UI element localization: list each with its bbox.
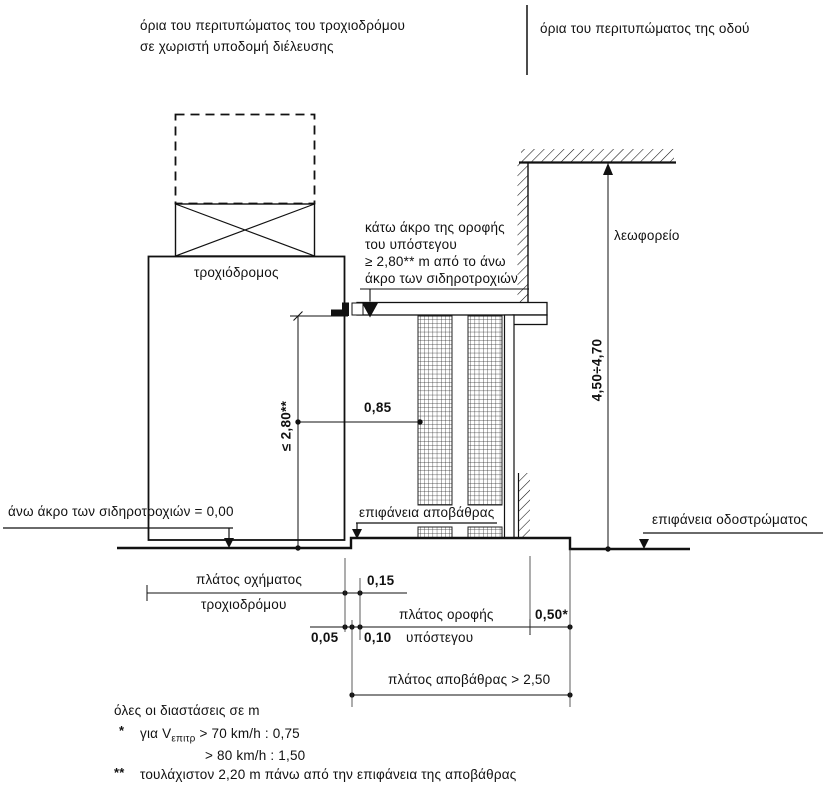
rail-datum-label: άνω άκρο των σιδηροτροχιών = 0,00 <box>8 504 234 519</box>
road-envelope-wall-upper <box>518 162 529 303</box>
dim-0-10: 0,10 <box>364 630 392 645</box>
footnote1-rest: > 70 km/h : 0,75 <box>195 726 300 741</box>
road-envelope-ceiling-hatch <box>519 149 676 163</box>
dimension-lines <box>3 5 823 707</box>
road-surface-label: επιφάνεια οδοστρώματος <box>652 512 808 527</box>
canopy-note-line2: του υπόστεγου <box>365 237 457 252</box>
units-note: όλες οι διαστάσεις σε m <box>114 703 260 718</box>
platform-width-label: πλάτος αποβάθρας > 2,50 <box>388 672 551 687</box>
platform-gap-dimension: 0,85 <box>364 400 392 415</box>
canopy-post <box>505 315 515 538</box>
canopy-note-line3: ≥ 2,80** m από το άνω <box>365 254 506 269</box>
footnote1-line1 <box>140 725 300 748</box>
tram-clearance-dimension: ≤ 2,80** <box>278 400 294 452</box>
tram-envelope-note-line2: σε χωριστή υποδομή διέλευσης <box>140 39 334 54</box>
roof-width-label-line1: πλάτος οροφής <box>399 607 494 622</box>
canopy-note <box>365 219 518 287</box>
footnote2-text: τουλάχιστον 2,20 m πάνω από την επιφάνεια της αποβάθρας <box>140 767 517 782</box>
road-envelope-note: όρια του περιτυπώματος της οδού <box>540 21 750 36</box>
roof-width-label-line2: υπόστεγου <box>406 630 474 645</box>
tram-envelope-note <box>140 15 405 57</box>
dim-0-15: 0,15 <box>367 573 395 588</box>
dim-0-05: 0,05 <box>311 630 339 645</box>
footnote1-subscript: επιτρ <box>171 733 196 745</box>
canopy-note-line1: κάτω άκρο της οροφής <box>365 220 505 235</box>
tram-label: τροχιόδρομος <box>194 265 279 280</box>
dim-0-50: 0,50* <box>535 607 569 622</box>
road-envelope-wall-lower <box>518 473 530 538</box>
footnote2-marker: ** <box>114 765 125 780</box>
bus-clearance-dimension: 4,50÷4,70 <box>589 338 605 402</box>
footnote1-line2: > 80 km/h : 1,50 <box>205 748 306 763</box>
tram-body-outline <box>149 257 345 541</box>
footnote1-prefix: για V <box>140 726 172 741</box>
bus-label: λεωφορείο <box>614 228 680 243</box>
tram-width-label-line2: τροχιοδρόμου <box>201 597 287 612</box>
tram-envelope-note-line1: όρια του περιτυπώματος του τροχιοδρόμου <box>140 18 406 33</box>
tram-width-label-line1: πλάτος οχήματος <box>196 572 303 587</box>
pantograph-envelope-dashed-box <box>176 115 315 204</box>
crossed-equipment-box <box>176 204 315 256</box>
footnote1-marker: * <box>119 723 125 738</box>
canopy-note-line4: άκρο των σιδηροτροχιών <box>365 271 518 286</box>
platform-surface-label: επιφάνεια αποβάθρας <box>359 505 495 520</box>
